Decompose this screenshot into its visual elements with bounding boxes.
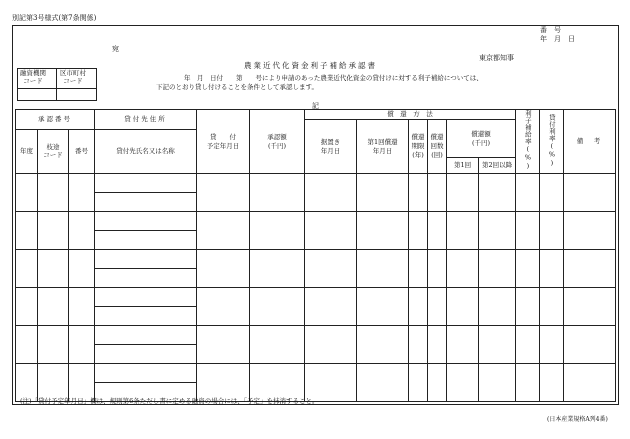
repayment-count-header: 償還 回数 (回)	[428, 119, 447, 174]
body-line-1: 年 月 日付 第 号により申請のあった農業近代化資金の貸付けに対する利子補給については、	[184, 74, 483, 82]
municipality-code-label: 区市町村 コード	[60, 69, 86, 85]
approval-number-header: 承認番号	[16, 110, 95, 130]
first-repayment-header: 第1回償還 年月日	[357, 119, 409, 174]
issuer: 東京都知事	[479, 54, 514, 62]
name-cell	[95, 193, 197, 212]
name-cell	[95, 231, 197, 250]
body-line-2: 下記のとおり貸し付けることを条件として承認します。	[156, 83, 318, 91]
loan-date-title: 貸 付	[210, 132, 237, 141]
document-title: 農業近代化資金利子補給承認書	[244, 61, 377, 70]
name-cell	[95, 307, 197, 326]
code-box-divider	[56, 68, 57, 101]
borrower-address-header: 貸付先住所	[95, 110, 197, 130]
approval-table	[15, 109, 616, 402]
address-cell	[95, 326, 197, 345]
first-round-header: 第1回	[447, 158, 479, 174]
address-cell	[95, 364, 197, 383]
loan-date-sub: 予定年月日	[206, 141, 240, 150]
number-label: 番 号	[540, 26, 561, 34]
loan-rate-label: 貸付利率(%)	[547, 113, 556, 167]
jis-label: (日本産業規格A列4番)	[547, 416, 608, 423]
bango-header: 番号	[69, 129, 95, 174]
agency-code-label: 融資機関 コード	[20, 69, 46, 85]
remarks-header: 備 考	[564, 110, 616, 174]
addressee-suffix: 宛	[112, 45, 119, 53]
nendo-header: 年度	[16, 129, 38, 174]
address-cell	[95, 174, 197, 193]
subsidy-rate-label: 利子補給率(%)	[523, 110, 532, 171]
repayment-method-header: 償 還 方 法	[305, 110, 516, 120]
deferment-header: 据置き 年月日	[305, 119, 357, 174]
second-round-header: 第2回以降	[479, 158, 516, 174]
address-cell	[95, 288, 197, 307]
loan-date-header	[197, 110, 250, 174]
address-cell	[95, 250, 197, 269]
address-cell	[95, 212, 197, 231]
repayment-period-header: 償還 期限 (年)	[409, 119, 428, 174]
branch-code-header: 枝途 コード	[38, 129, 69, 174]
approved-amount-header: 承認額 (千円)	[250, 110, 305, 174]
footer-note: (注)「貸付予定年月日」欄は、規則第6条ただし書に定める融資の場合には、「予定」を抹消すること。	[20, 397, 319, 405]
code-box-row-line	[17, 88, 97, 89]
name-cell	[95, 345, 197, 364]
date-label: 年 月 日	[540, 35, 575, 43]
subsidy-rate-header	[516, 110, 540, 174]
repayment-amount-header: 償還額 (千円)	[447, 119, 516, 158]
loan-rate-header	[540, 110, 564, 174]
form-id: 別記第3号様式(第7条関係)	[12, 14, 97, 22]
name-cell	[95, 269, 197, 288]
borrower-name-header: 貸付先氏名又は名称	[95, 129, 197, 174]
ki-label: 記	[312, 102, 319, 110]
